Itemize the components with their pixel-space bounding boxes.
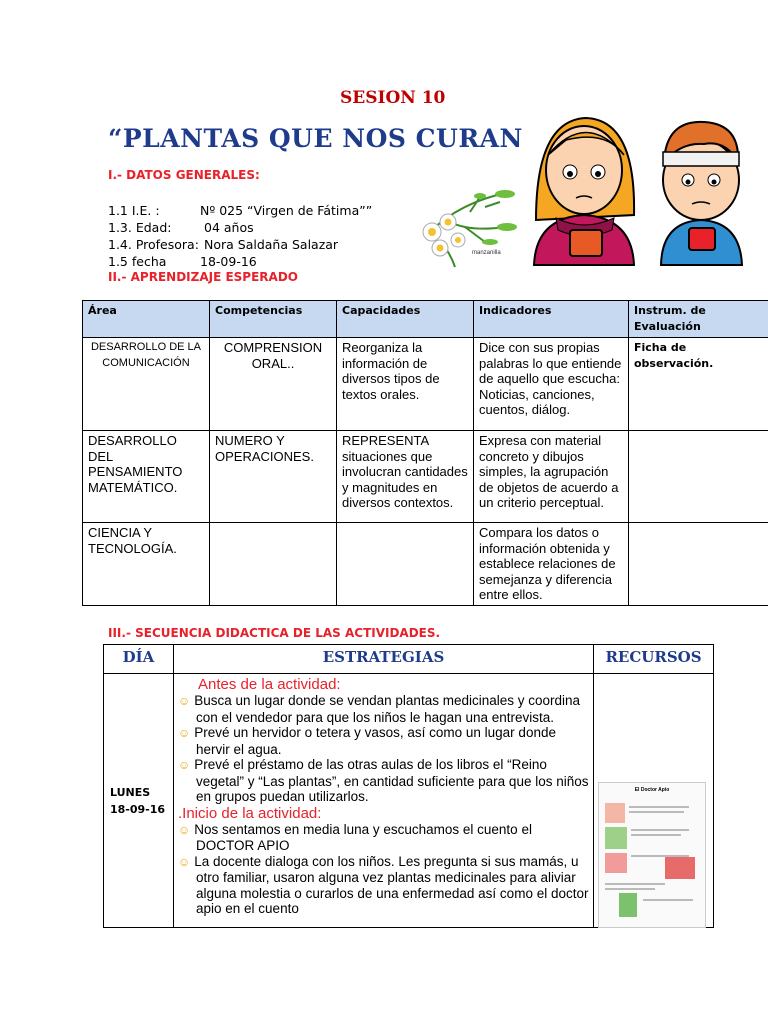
doctor-apio-story-thumbnail bbox=[598, 782, 706, 928]
phase-before-title: Antes de la actividad: bbox=[198, 676, 341, 693]
page-title: “PLANTAS QUE NOS CURAN bbox=[108, 124, 523, 153]
cell-indicador: Compara los datos o información obtenida y establece relaciones de semejanza y diferencia entre ellos. bbox=[474, 523, 629, 606]
header-estrategias: ESTRATEGIAS bbox=[174, 645, 594, 674]
header-dia: DÍA bbox=[104, 645, 174, 674]
general-value: Nº 025 “Virgen de Fátima”” bbox=[200, 203, 373, 218]
header-instrumento: Instrum. de Evaluación bbox=[629, 301, 768, 338]
cell-area: DESARROLLO DEL PENSAMIENTO MATEMÁTICO. bbox=[83, 431, 210, 523]
general-value: Nora Saldaña Salazar bbox=[204, 237, 339, 252]
list-item-text: Prevé un hervidor o tetera y vasos, así como un lugar donde hervir el agua. bbox=[194, 725, 556, 757]
list-item bbox=[178, 725, 589, 757]
list-item-text: Busca un lugar donde se vendan plantas medicinales y coordina con el vendedor para que los niños le hagan una entrevista. bbox=[194, 693, 581, 725]
smiley-icon: ☺ bbox=[178, 726, 191, 740]
cell-strategies bbox=[174, 674, 594, 928]
header-competencias: Competencias bbox=[210, 301, 337, 338]
table-row bbox=[83, 523, 768, 606]
cell-day bbox=[104, 674, 174, 928]
general-row-teacher bbox=[108, 236, 372, 253]
table-header-row bbox=[104, 645, 714, 674]
activities-table bbox=[103, 644, 714, 928]
general-label: 1.5 fecha bbox=[108, 254, 167, 269]
cell-competencia: NUMERO Y OPERACIONES. bbox=[210, 431, 337, 523]
cell-competencia: COMPRENSION ORAL.. bbox=[210, 338, 337, 431]
list-item bbox=[178, 693, 589, 725]
table-row bbox=[83, 338, 768, 431]
cell-capacidad: REPRESENTA situaciones que involucran cantidades y magnitudes en diversos contextos. bbox=[337, 431, 474, 523]
header-capacidades: Capacidades bbox=[337, 301, 474, 338]
smiley-icon: ☺ bbox=[178, 854, 191, 869]
header-recursos: RECURSOS bbox=[594, 645, 714, 674]
story-thumbnail-image bbox=[599, 793, 705, 923]
general-value: 04 años bbox=[204, 220, 254, 235]
section-sequence-heading: III.- SECUENCIA DIDACTICA DE LAS ACTIVIDADES. bbox=[108, 626, 441, 640]
list-item-text: Nos sentamos en media luna y escuchamos el cuento el DOCTOR APIO bbox=[194, 821, 532, 853]
cell-indicador: Dice con sus propias palabras lo que entiende de aquello que escucha: Noticias, canciones, cuentos, diálog. bbox=[474, 338, 629, 431]
general-row-date bbox=[108, 253, 372, 270]
general-row-ie bbox=[108, 202, 372, 219]
cell-resources bbox=[594, 674, 714, 928]
section-general-heading: I.- DATOS GENERALES: bbox=[108, 168, 260, 182]
table-header-row bbox=[83, 301, 768, 338]
cell-instrumento: Ficha de observación. bbox=[629, 338, 768, 431]
chamomile-illustration bbox=[410, 172, 530, 272]
list-item bbox=[178, 854, 589, 917]
phase-start-list bbox=[178, 822, 589, 917]
list-item bbox=[178, 822, 589, 854]
section-learning-heading: II.- APRENDIZAJE ESPERADO bbox=[108, 270, 298, 284]
cell-instrumento bbox=[629, 431, 768, 523]
list-item-text: La docente dialoga con los niños. Les pregunta si sus mamás, u otro familiar, usaron alguna vez plantas medicinales para aliviar alguna molestia o curarlos de una enfermedad así como el doctor apio en el cuento bbox=[194, 853, 589, 916]
plant-caption: manzanilla bbox=[472, 250, 501, 256]
cell-indicador: Expresa con material concreto y dibujos simples, la agrupación de objetos de acuerdo a un criterio perceptual. bbox=[474, 431, 629, 523]
cell-area: DESARROLLO DE LA COMUNICACIÓN bbox=[83, 338, 210, 431]
sick-children-illustration bbox=[526, 100, 756, 268]
cell-instrumento bbox=[629, 523, 768, 606]
cell-competencia bbox=[210, 523, 337, 606]
phase-start-title: .Inicio de la actividad: bbox=[178, 804, 322, 822]
header-indicadores: Indicadores bbox=[474, 301, 629, 338]
smiley-icon: ☺ bbox=[178, 758, 191, 772]
general-label: 1.4. Profesora: bbox=[108, 237, 199, 252]
table-row bbox=[104, 674, 714, 928]
general-row-age bbox=[108, 219, 372, 236]
cell-area: CIENCIA Y TECNOLOGÍA. bbox=[83, 523, 210, 606]
general-label: 1.1 I.E. : bbox=[108, 203, 160, 218]
header-area: Área bbox=[83, 301, 210, 338]
day-label: LUNES bbox=[110, 785, 151, 799]
smiley-icon: ☺ bbox=[178, 694, 191, 708]
story-thumbnail-title: El Doctor Apio bbox=[634, 787, 670, 793]
list-item bbox=[178, 757, 589, 805]
cell-capacidad bbox=[337, 523, 474, 606]
phase-before-list bbox=[178, 693, 589, 805]
smiley-icon: ☺ bbox=[178, 822, 191, 837]
session-label: SESION 10 bbox=[340, 88, 446, 108]
cell-capacidad: Reorganiza la información de diversos tipos de textos orales. bbox=[337, 338, 474, 431]
list-item-text: Prevé el préstamo de las otras aulas de los libros el “Reino vegetal” y “Las plantas”, en cantidad suficiente para que los niños en grupos puedan utilizarlos. bbox=[194, 757, 589, 804]
general-value: 18-09-16 bbox=[200, 254, 257, 269]
date-label: 18-09-16 bbox=[110, 802, 166, 816]
learning-table bbox=[82, 300, 768, 606]
general-data bbox=[108, 202, 372, 270]
table-row bbox=[83, 431, 768, 523]
general-label: 1.3. Edad: bbox=[108, 220, 172, 235]
